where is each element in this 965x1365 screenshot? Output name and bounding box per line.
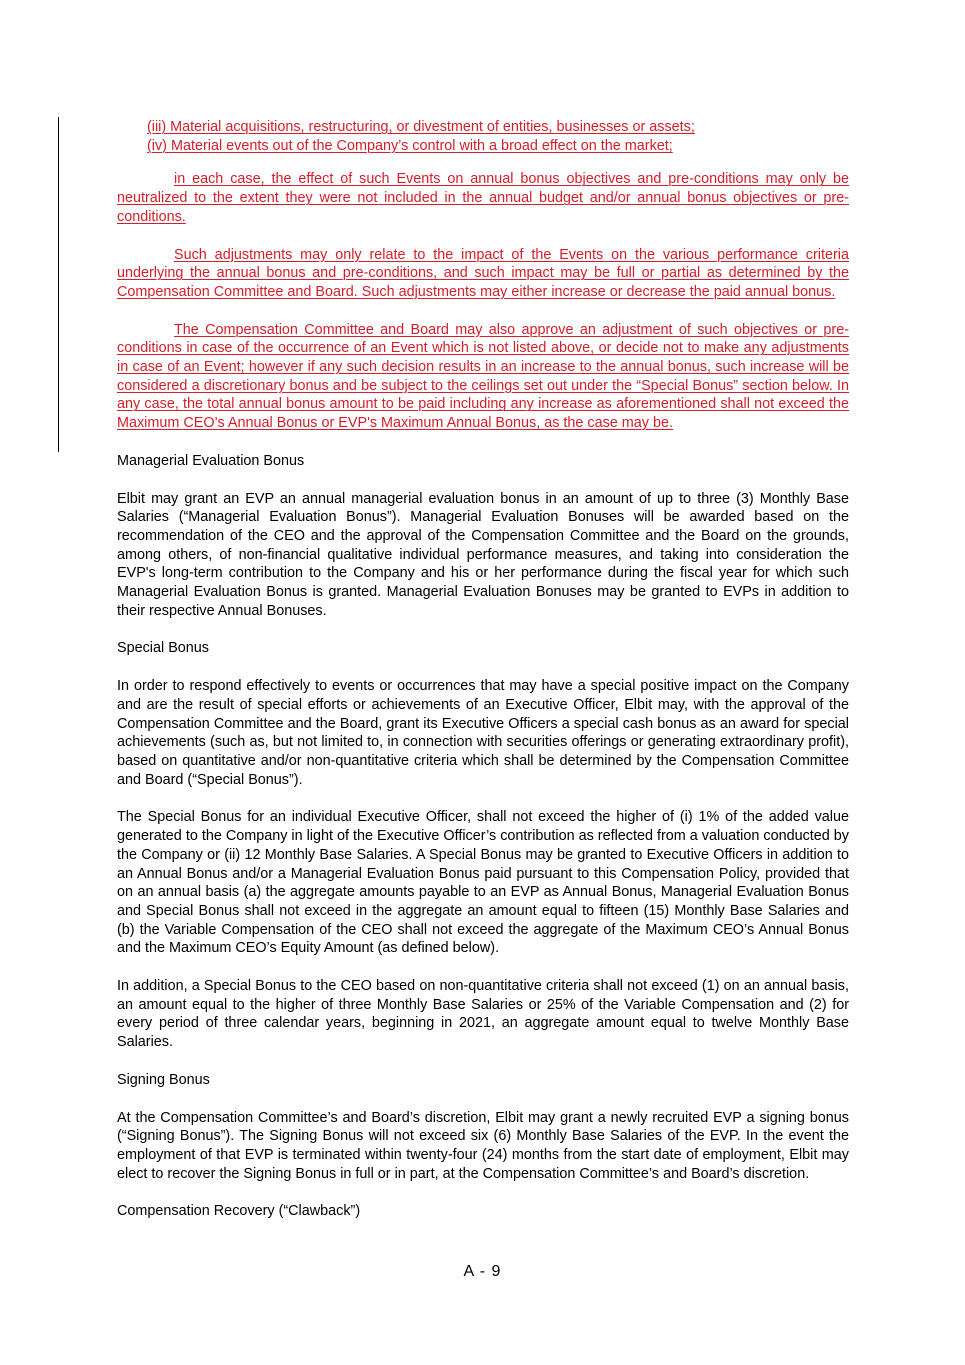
document-body: [117, 118, 849, 1221]
amendment-paragraph-1: in each case, the effect of such Events on annual bonus objectives and pre-conditions may only be neutralized to the extent they were not included in the annual budget and/or annual bonus objectives or pre-conditions.: [117, 171, 849, 225]
special-bonus-body-2: The Special Bonus for an individual Executive Officer, shall not exceed the higher of (i) 1% of the added value generated to the Company in light of the Executive Officer’s contribution as reflected from a valuation conducted by the Company or (ii) 12 Monthly Base Salaries. A Special Bonus may be granted to Executive Officers in addition to an Annual Bonus and/or a Managerial Evaluation Bonus paid pursuant to this Compensation Policy, provided that on an annual basis (a) the aggregate amounts payable to an EVP as Annual Bonus, Managerial Evaluation Bonus and Special Bonus shall not exceed in the aggregate an amount equal to fifteen (15) Monthly Base Salaries and (b) the Variable Compensation of the CEO shall not exceed the aggregate of the Maximum CEO’s Annual Bonus and the Maximum CEO’s Equity Amount (as defined below).: [117, 809, 849, 957]
page-number: A - 9: [463, 1263, 502, 1280]
managerial-bonus-body: Elbit may grant an EVP an annual managerial evaluation bonus in an amount of up to three (3) Monthly Base Salaries (“Managerial Evaluation Bonus”). Managerial Evaluation Bonuses will be awarded based on the recommendation of the CEO and the approval of the Compensation Committee and the Board on the grounds, among others, of non-financial qualitative individual performance measures, and taking into consideration the EVP's long-term contribution to the Company and his or her performance during the fiscal year for which such Managerial Evaluation Bonus is granted. Managerial Evaluation Bonuses may be granted to EVPs in addition to their respective Annual Bonuses.: [117, 490, 849, 619]
amendment-item-iii: (iii) Material acquisitions, restructuring, or divestment of entities, businesses or assets;: [147, 119, 695, 135]
amendment-paragraph-2: Such adjustments may only relate to the impact of the Events on the various performance criteria underlying the annual bonus and pre-conditions, and such impact may be full or partial as determined by the Compensation Committee and Board. Such adjustments may either increase or decrease the paid annual bonus.: [117, 246, 849, 300]
clawback-heading: Compensation Recovery (“Clawback”): [117, 1203, 361, 1220]
amendment-item-iv: (iv) Material events out of the Company’s control with a broad effect on the market;: [147, 137, 673, 154]
amendment-paragraph-3: The Compensation Committee and Board may also approve an adjustment of such objectives or pre-conditions in case of the occurrence of an Event which is not listed above, or decide not to make any adjustments in case of an Event; however if any such decision results in an increase to the annual bonus, such increase will be considered a discretionary bonus and be subject to the ceilings set out under the “Special Bonus” section below. In any case, the total annual bonus amount to be paid including any increase as aforementioned shall not exceed the Maximum CEO’s Annual Bonus or EVP's Maximum Annual Bonus, as the case may be.: [117, 321, 849, 432]
signing-bonus-heading: Signing Bonus: [117, 1071, 210, 1088]
managerial-bonus-heading: Managerial Evaluation Bonus: [117, 452, 305, 469]
signing-bonus-body: At the Compensation Committee’s and Board’s discretion, Elbit may grant a newly recruited EVP a signing bonus (“Signing Bonus”). The Signing Bonus will not exceed six (6) Monthly Base Salaries of the EVP. In the event the employment of that EVP is terminated within twenty-four (24) months from the start date of employment, Elbit may elect to recover the Signing Bonus in full or in part, at the Compensation Committee’s and Board’s discretion.: [117, 1109, 849, 1182]
revision-change-bar: [58, 117, 59, 452]
special-bonus-body-3: In addition, a Special Bonus to the CEO based on non-quantitative criteria shall not exceed (1) on an annual basis, an amount equal to the higher of three Monthly Base Salaries or 25% of the Variable Compensation and (2) for every period of three calendar years, beginning in 2021, an aggregate amount equal to twelve Monthly Base Salaries.: [117, 978, 849, 1051]
special-bonus-body-1: In order to respond effectively to events or occurrences that may have a special positive impact on the Company and are the result of special efforts or achievements of an Executive Officer, Elbit may, with the approval of the Compensation Committee and the Board, grant its Executive Officers a special cash bonus as an award for special achievements (such as, but not limited to, in connection with securities offerings or generating extraordinary profit), based on quantitative and/or non-quantitative criteria which shall be determined by the Compensation Committee and Board (“Special Bonus”).: [117, 678, 849, 788]
special-bonus-heading: Special Bonus: [117, 640, 210, 657]
